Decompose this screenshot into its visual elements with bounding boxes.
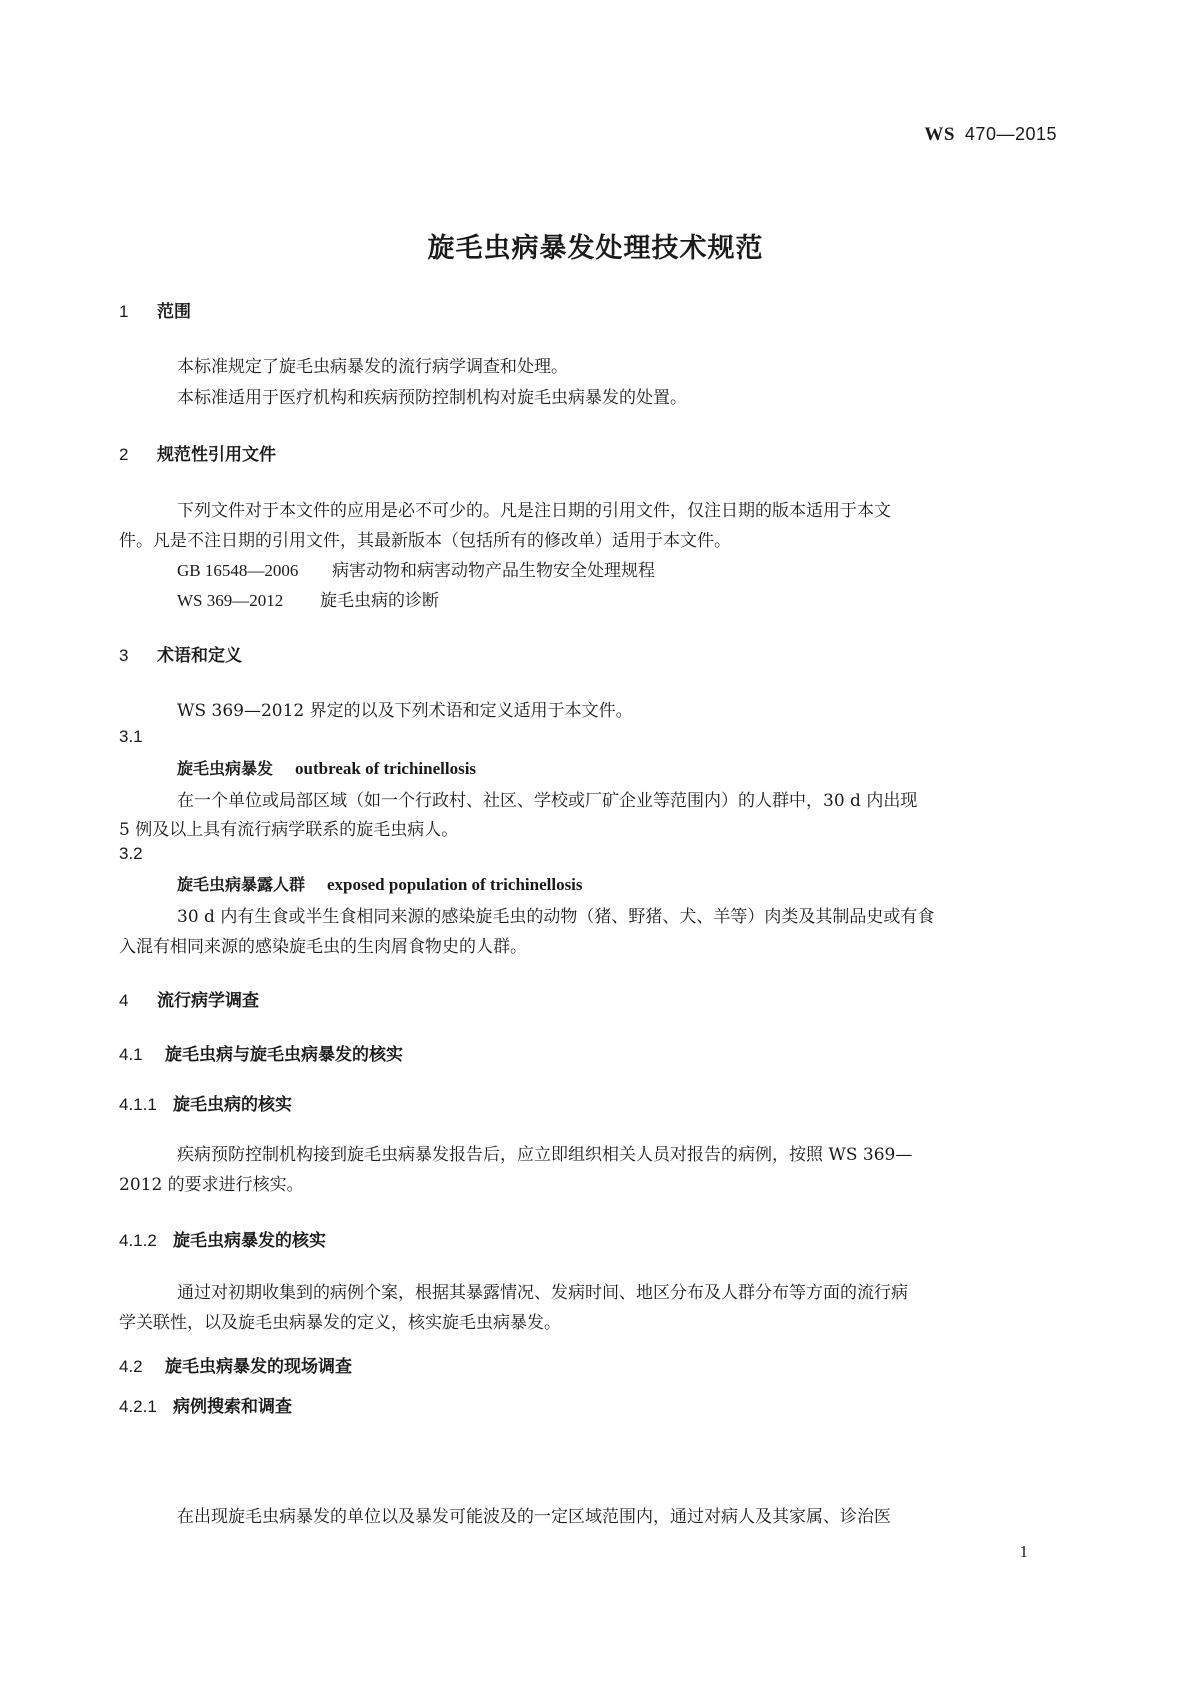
standard-prefix: WS — [924, 124, 955, 145]
section-3-heading — [119, 641, 242, 666]
section-1-paragraph-1: 本标准规定了旋毛虫病暴发的流行病学调查和处理。 — [177, 357, 568, 377]
section-number: 4.2 — [119, 1357, 143, 1376]
standard-code — [924, 124, 1057, 146]
section-2-intro-line-1: 下列文件对于本文件的应用是必不可少的。凡是注日期的引用文件，仅注日期的版本适用于本文 — [177, 501, 891, 521]
term-definition-line-1: 在一个单位或局部区域（如一个行政村、社区、学校或厂矿企业等范围内）的人群中，30 d 内出现 — [177, 791, 918, 811]
section-number: 4.1.2 — [119, 1231, 157, 1250]
section-title: 术语和定义 — [157, 646, 242, 666]
section-title: 病例搜索和调查 — [173, 1397, 292, 1417]
section-title: 流行病学调查 — [157, 991, 259, 1011]
subsection-4-1-2-line-1: 通过对初期收集到的病例个案，根据其暴露情况、发病时间、地区分布及人群分布等方面的流行病 — [177, 1283, 908, 1303]
section-number: 4 — [119, 991, 129, 1010]
term-definition-line-2: 入混有相同来源的感染旋毛虫的生肉屑食物史的人群。 — [119, 937, 527, 957]
subsection-4-2-heading — [119, 1352, 352, 1377]
section-4-heading — [119, 986, 259, 1011]
subsection-4-1-1-heading — [119, 1090, 292, 1115]
term-number: 3.2 — [119, 844, 143, 863]
reference-item — [177, 586, 439, 611]
section-title: 旋毛虫病暴发的核实 — [173, 1231, 326, 1251]
term-en: exposed population of trichinellosis — [327, 875, 583, 894]
section-2-heading — [119, 440, 276, 465]
reference-title: 旋毛虫病的诊断 — [320, 591, 439, 611]
section-2-intro-line-2: 件。凡是不注日期的引用文件，其最新版本（包括所有的修改单）适用于本文件。 — [119, 531, 731, 551]
reference-code: GB 16548—2006 — [177, 561, 299, 580]
term-heading — [177, 756, 476, 779]
subsection-4-1-1-line-2: 2012 的要求进行核实。 — [119, 1175, 304, 1195]
subsection-4-2-1-heading — [119, 1392, 292, 1417]
section-number: 2 — [119, 445, 129, 464]
reference-code: WS 369—2012 — [177, 591, 284, 610]
section-title: 范围 — [157, 302, 191, 322]
section-title: 旋毛虫病暴发的现场调查 — [165, 1357, 352, 1377]
section-number: 4.1 — [119, 1045, 143, 1064]
reference-title: 病害动物和病害动物产品生物安全处理规程 — [332, 561, 655, 581]
term-number: 3.1 — [119, 727, 143, 746]
section-number: 1 — [119, 302, 129, 321]
subsection-4-2-1-line-1: 在出现旋毛虫病暴发的单位以及暴发可能波及的一定区域范围内，通过对病人及其家属、诊治医 — [177, 1507, 891, 1527]
term-definition-line-1: 30 d 内有生食或半生食相同来源的感染旋毛虫的动物（猪、野猪、犬、羊等）肉类及其制品史或有食 — [177, 907, 935, 927]
term-zh: 旋毛虫病暴发 — [177, 759, 274, 778]
standard-number: 470—2015 — [964, 124, 1057, 144]
section-3-intro: WS 369—2012 界定的以及下列术语和定义适用于本文件。 — [177, 701, 633, 721]
subsection-4-1-2-line-2: 学关联性，以及旋毛虫病暴发的定义，核实旋毛虫病暴发。 — [119, 1313, 561, 1333]
subsection-4-1-heading — [119, 1040, 403, 1065]
subsection-4-1-2-heading — [119, 1226, 326, 1251]
section-1-heading — [119, 297, 191, 322]
term-definition-line-2: 5 例及以上具有流行病学联系的旋毛虫病人。 — [119, 820, 459, 840]
section-title: 旋毛虫病与旋毛虫病暴发的核实 — [165, 1045, 403, 1065]
subsection-4-1-1-line-1: 疾病预防控制机构接到旋毛虫病暴发报告后，应立即组织相关人员对报告的病例，按照 WS 369— — [177, 1145, 913, 1165]
term-zh: 旋毛虫病暴露人群 — [177, 875, 306, 894]
term-en: outbreak of trichinellosis — [295, 759, 477, 778]
reference-item — [177, 556, 655, 581]
section-number: 3 — [119, 646, 129, 665]
term-heading — [177, 872, 583, 895]
section-number: 4.2.1 — [119, 1397, 157, 1416]
document-title: 旋毛虫病暴发处理技术规范 — [427, 233, 764, 264]
section-title: 规范性引用文件 — [157, 445, 276, 465]
section-title: 旋毛虫病的核实 — [173, 1095, 292, 1115]
page-number: 1 — [1019, 1542, 1028, 1561]
section-1-paragraph-2: 本标准适用于医疗机构和疾病预防控制机构对旋毛虫病暴发的处置。 — [177, 388, 687, 408]
section-number: 4.1.1 — [119, 1095, 157, 1114]
